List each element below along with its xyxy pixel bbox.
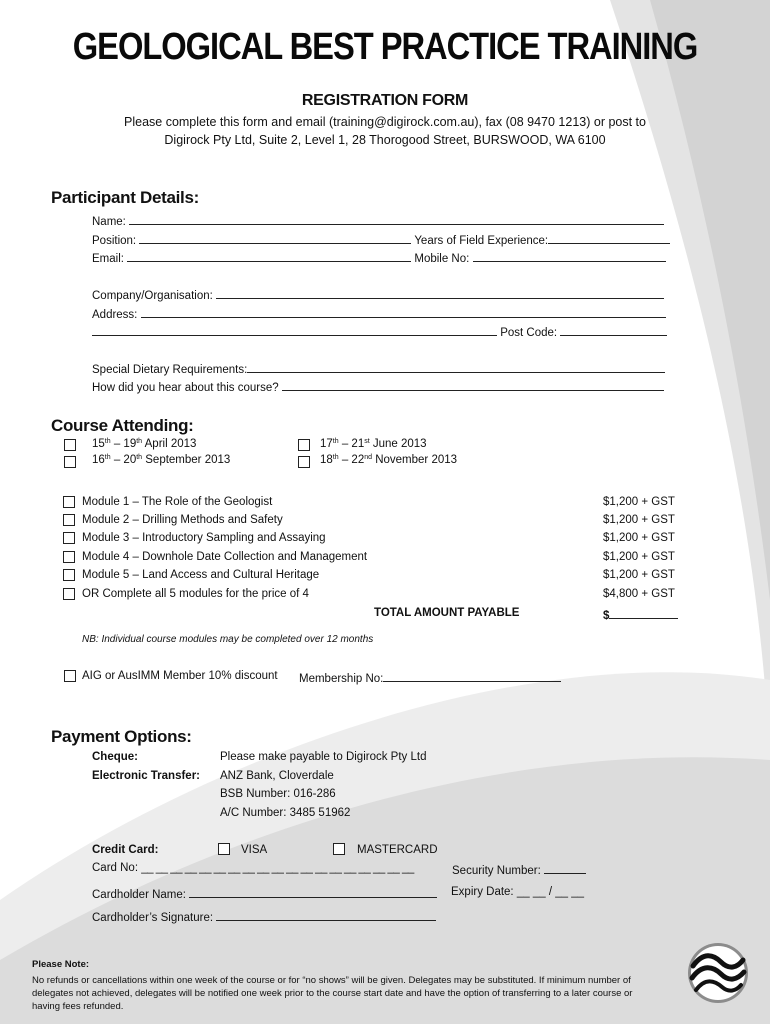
page-title: GEOLOGICAL BEST PRACTICE TRAINING (72, 26, 698, 68)
signature-input-line[interactable] (216, 909, 436, 921)
please-note-text: No refunds or cancellations within one week of the course or for “no shows” will be given. Delegates may be substituted. If minimum number of delegates not achieved, delegates will be notified one week prior to the course start date and have the option of transferring to a later course or having fees refunded. (32, 975, 633, 1012)
address-line-2[interactable] (92, 324, 667, 339)
expiry-blanks[interactable]: __ __ / __ __ (516, 886, 584, 898)
intro-line-2: Digirock Pty Ltd, Suite 2, Level 1, 28 Thorogood Street, BURSWOOD, WA 6100 (164, 133, 606, 147)
years-label: Years of Field Experience: (414, 235, 549, 247)
name-input-line[interactable] (129, 213, 664, 225)
course-heading: Course Attending: (51, 416, 194, 435)
bank-name: ANZ Bank, Cloverdale (220, 770, 334, 782)
card-number-label: Card No: (92, 862, 139, 874)
digirock-logo-icon (687, 942, 749, 1004)
discount-label: AIG or AusIMM Member 10% discount (82, 670, 278, 682)
security-label: Security Number: (452, 865, 541, 877)
bsb-number: BSB Number: 016-286 (220, 788, 336, 800)
module-label-2: Module 2 – Drilling Methods and Safety (82, 514, 283, 526)
hear-field[interactable] (92, 379, 664, 394)
module-checkbox-all[interactable] (63, 588, 75, 600)
name-field[interactable] (92, 213, 664, 228)
module-price-3: $1,200 + GST (603, 532, 675, 544)
security-input-line[interactable] (544, 862, 586, 874)
dietary-field[interactable] (92, 361, 665, 376)
mobile-label: Mobile No: (414, 253, 470, 265)
credit-card-label: Credit Card: (92, 844, 159, 856)
signature-field[interactable] (92, 909, 436, 924)
date-option-4: 18th – 22nd November 2013 (320, 454, 458, 466)
card-number-field[interactable] (92, 862, 414, 874)
membership-field[interactable] (299, 670, 561, 685)
date-option-3: 16th – 20th September 2013 (92, 454, 231, 466)
email-label: Email: (92, 253, 124, 265)
cardholder-name-input-line[interactable] (189, 886, 437, 898)
total-input-line[interactable] (609, 607, 678, 619)
security-field[interactable] (452, 862, 586, 877)
module-checkbox-4[interactable] (63, 551, 75, 563)
date-checkbox-1[interactable] (64, 439, 76, 451)
total-label: TOTAL AMOUNT PAYABLE (374, 607, 520, 619)
cheque-text: Please make payable to Digirock Pty Ltd (220, 751, 427, 763)
module-price-5: $1,200 + GST (603, 569, 675, 581)
account-number: A/C Number: 3485 51962 (220, 807, 351, 819)
position-field[interactable] (92, 232, 670, 247)
membership-label: Membership No: (299, 673, 384, 685)
company-field[interactable] (92, 287, 664, 302)
eft-label: Electronic Transfer: (92, 770, 201, 782)
payment-heading: Payment Options: (51, 727, 192, 746)
module-checkbox-2[interactable] (63, 514, 75, 526)
module-label-all: OR Complete all 5 modules for the price of 4 (82, 588, 309, 600)
date-option-2: 17th – 21st June 2013 (320, 438, 427, 450)
module-label-1: Module 1 – The Role of the Geologist (82, 496, 273, 508)
cardholder-name-field[interactable] (92, 886, 437, 901)
mastercard-label: MASTERCARD (357, 844, 438, 856)
module-price-all: $4,800 + GST (603, 588, 675, 600)
cardholder-name-label: Cardholder Name: (92, 889, 186, 901)
address-input-line[interactable] (141, 306, 666, 318)
company-label: Company/Organisation: (92, 290, 213, 302)
postcode-label: Post Code: (500, 327, 558, 339)
expiry-label: Expiry Date: (451, 886, 514, 898)
membership-input-line[interactable] (383, 670, 561, 682)
module-label-3: Module 3 – Introductory Sampling and Assaying (82, 532, 326, 544)
hear-input-line[interactable] (282, 379, 664, 391)
email-input-line[interactable] (127, 250, 411, 262)
discount-checkbox[interactable] (64, 670, 76, 682)
visa-label: VISA (241, 844, 268, 856)
signature-label: Cardholder’s Signature: (92, 912, 214, 924)
dietary-label: Special Dietary Requirements: (92, 364, 248, 376)
visa-checkbox[interactable] (218, 843, 230, 855)
module-label-4: Module 4 – Downhole Date Collection and Management (82, 551, 368, 563)
intro-line-1: Please complete this form and email (training@digirock.com.au), fax (08 9470 1213) or post to (124, 115, 646, 129)
module-price-2: $1,200 + GST (603, 514, 675, 526)
date-option-1: 15th – 19th April 2013 (92, 438, 197, 450)
mastercard-checkbox[interactable] (333, 843, 345, 855)
address-field[interactable] (92, 306, 666, 321)
module-checkbox-1[interactable] (63, 496, 75, 508)
email-field[interactable] (92, 250, 666, 265)
form-subtitle: REGISTRATION FORM (301, 92, 469, 109)
module-checkbox-3[interactable] (63, 532, 75, 544)
nb-note: NB: Individual course modules may be completed over 12 months (82, 634, 374, 645)
module-checkbox-5[interactable] (63, 569, 75, 581)
participant-heading: Participant Details: (51, 188, 199, 207)
date-checkbox-4[interactable] (298, 456, 310, 468)
cheque-label: Cheque: (92, 751, 138, 763)
address-input-line-2[interactable] (92, 324, 497, 336)
card-number-blanks[interactable]: __ __ __ __ __ __ __ __ __ __ __ __ __ __ __ __ __ __ __ (141, 862, 414, 874)
module-price-1: $1,200 + GST (603, 496, 675, 508)
module-label-5: Module 5 – Land Access and Cultural Heritage (82, 569, 320, 581)
company-input-line[interactable] (216, 287, 664, 299)
please-note-heading: Please Note: (32, 959, 90, 970)
date-checkbox-3[interactable] (64, 456, 76, 468)
total-currency: $ (603, 610, 610, 622)
dietary-input-line[interactable] (247, 361, 665, 373)
years-input-line[interactable] (548, 232, 670, 244)
expiry-field[interactable] (451, 886, 584, 898)
position-input-line[interactable] (139, 232, 411, 244)
mobile-input-line[interactable] (473, 250, 666, 262)
total-field[interactable] (603, 607, 678, 622)
postcode-input-line[interactable] (560, 324, 667, 336)
date-checkbox-2[interactable] (298, 439, 310, 451)
hear-label: How did you hear about this course? (92, 382, 279, 394)
position-label: Position: (92, 235, 137, 247)
address-label: Address: (92, 309, 138, 321)
module-price-4: $1,200 + GST (603, 551, 675, 563)
name-label: Name: (92, 216, 126, 228)
